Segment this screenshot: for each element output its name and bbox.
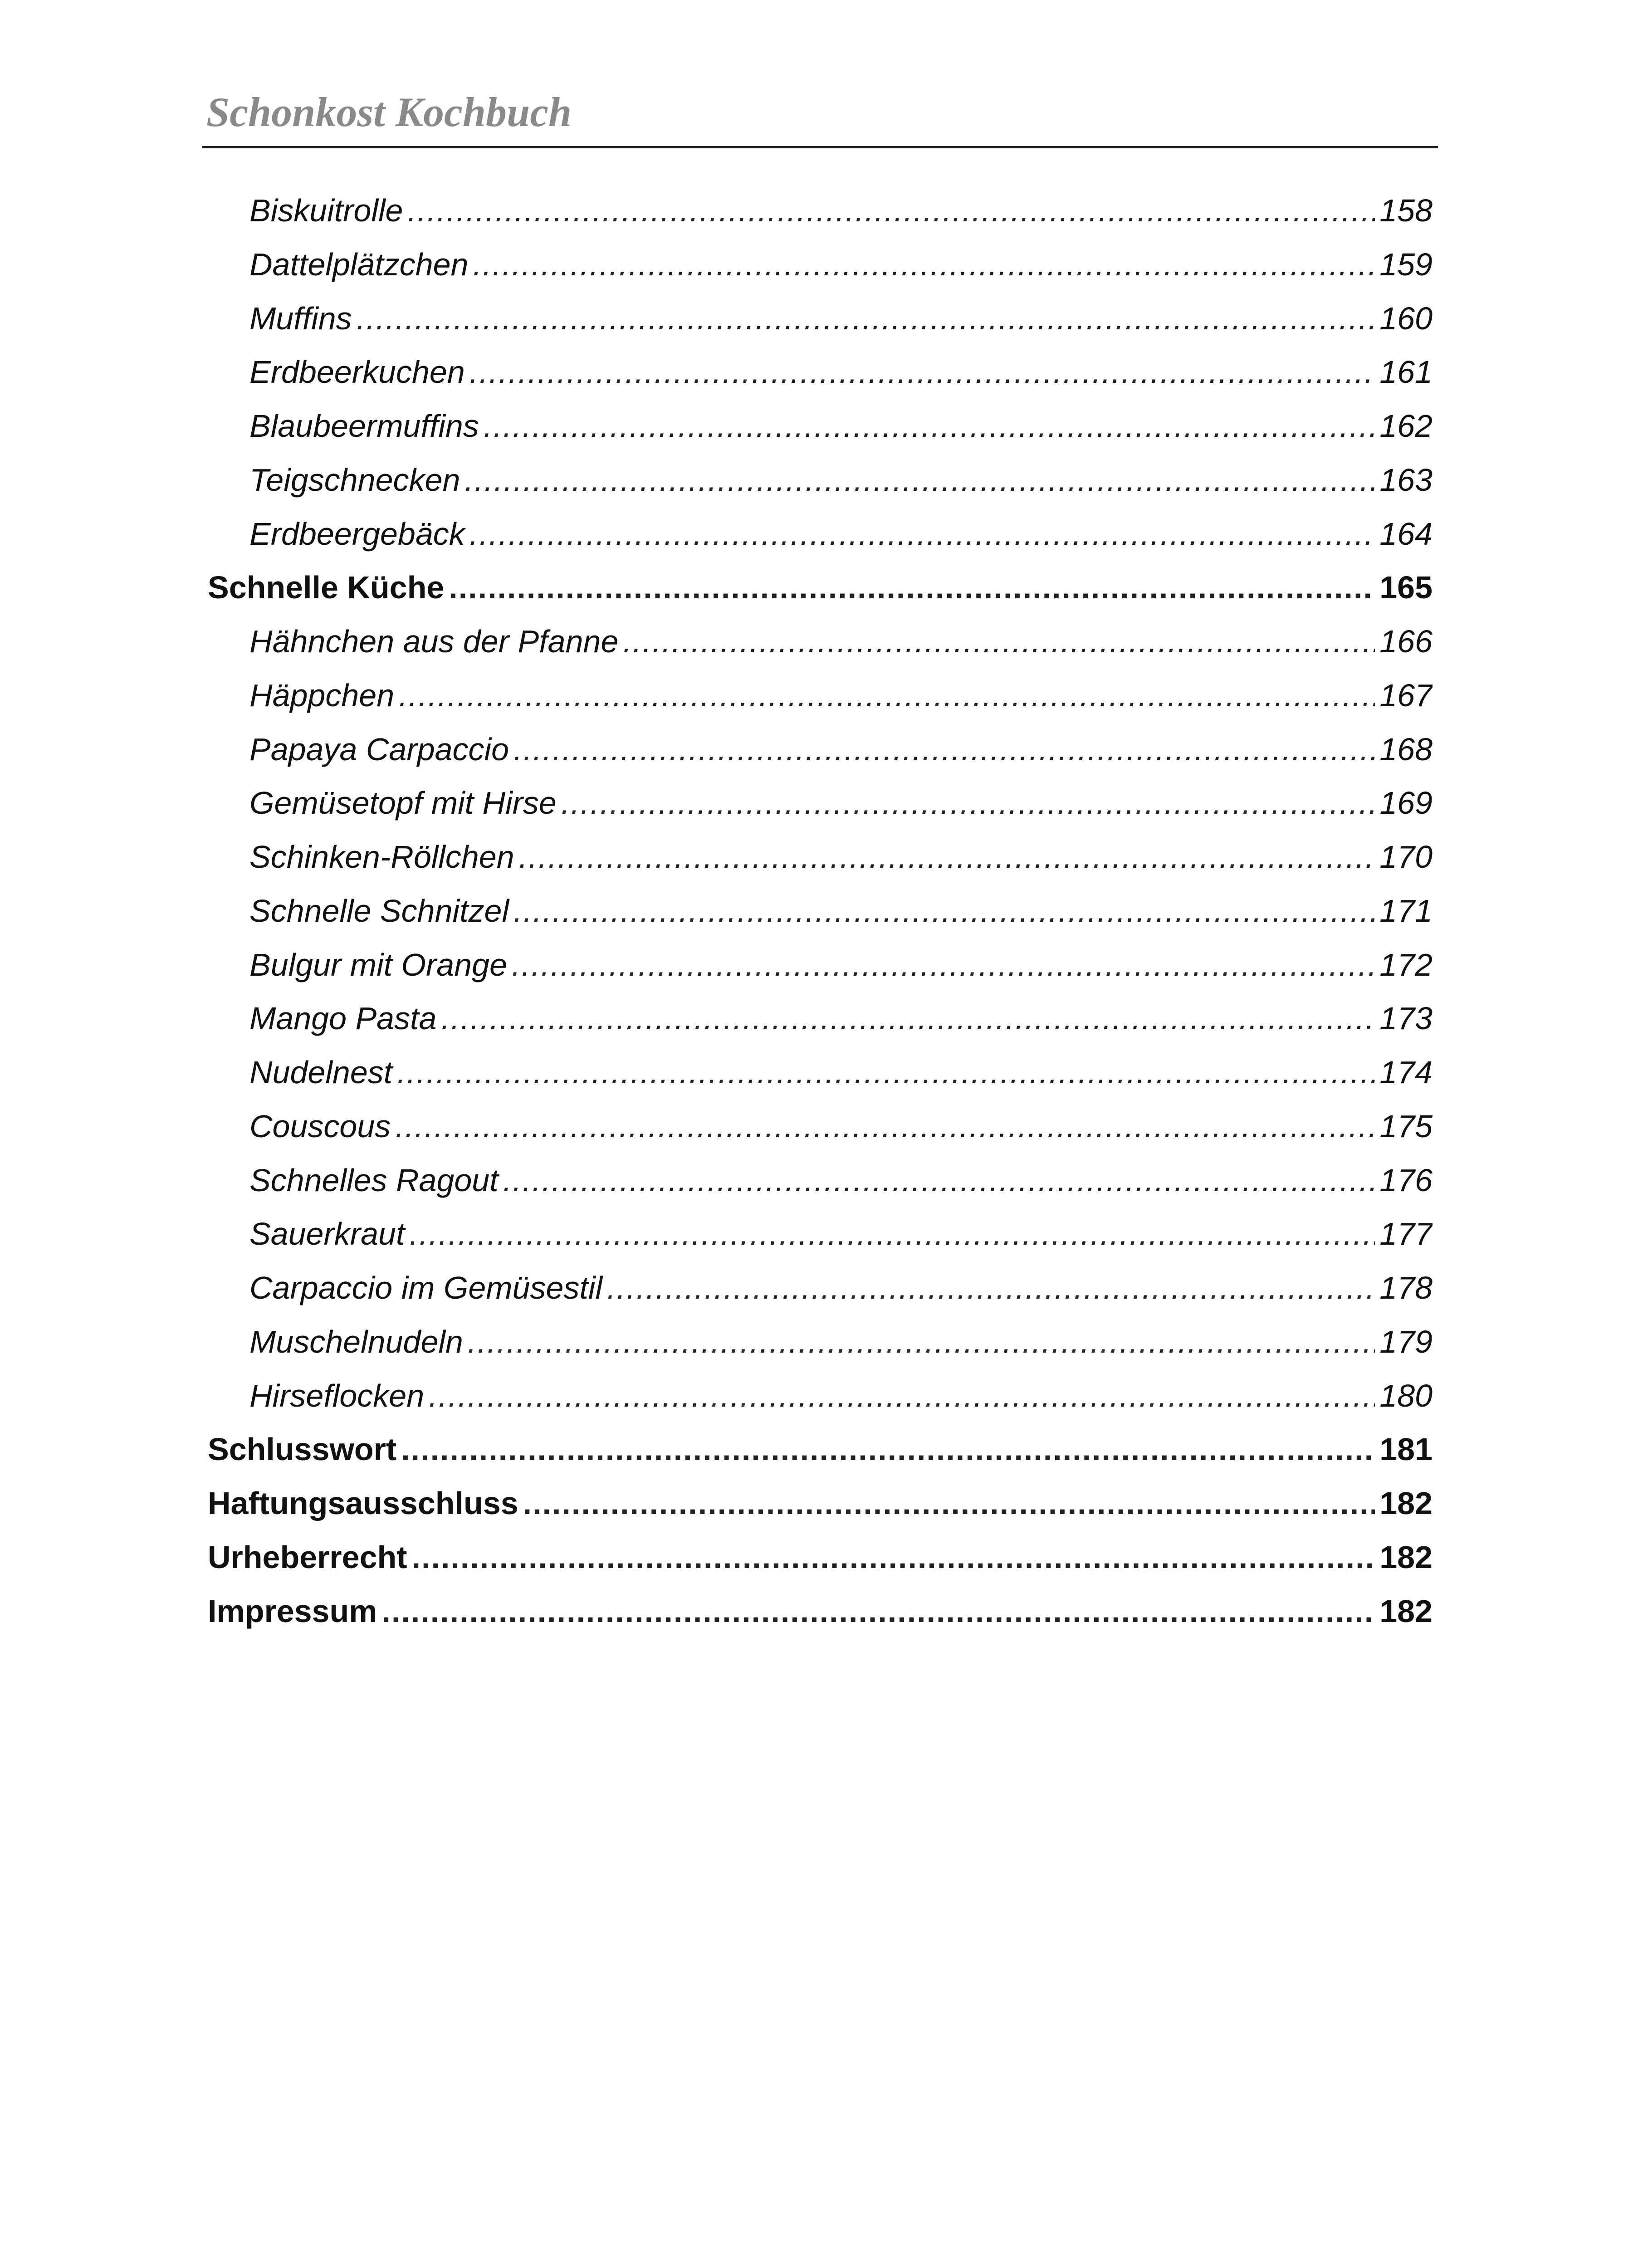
toc-dot-leader — [512, 938, 1375, 992]
toc-entry[interactable] — [208, 830, 1433, 884]
toc-dot-leader — [513, 884, 1375, 938]
page-header-title: Schonkost Kochbuch — [206, 89, 572, 135]
toc-entry[interactable] — [208, 938, 1433, 992]
toc-entry-title: Couscous — [249, 1108, 391, 1144]
toc-page-number: 161 — [1379, 354, 1433, 390]
toc-dot-leader — [469, 507, 1375, 561]
toc-entry[interactable] — [208, 669, 1433, 723]
toc-page-number: 169 — [1379, 785, 1433, 821]
toc-dot-leader — [519, 830, 1375, 884]
toc-entry[interactable] — [208, 238, 1433, 292]
toc-dot-leader — [395, 1100, 1375, 1154]
toc-entry-title: Urheberrecht — [208, 1539, 407, 1575]
toc-entry-title: Schinken-Röllchen — [249, 839, 514, 875]
toc-entry[interactable] — [208, 1046, 1433, 1100]
toc-page-number: 167 — [1379, 677, 1433, 713]
toc-page-number: 173 — [1379, 1001, 1433, 1036]
toc-dot-leader — [397, 1046, 1375, 1100]
toc-entry-title: Muschelnudeln — [249, 1324, 463, 1359]
toc-entry[interactable] — [208, 399, 1433, 453]
toc-entry[interactable] — [208, 615, 1433, 669]
toc-dot-leader — [473, 238, 1375, 292]
toc-dot-leader — [409, 1207, 1375, 1261]
toc-entry-title: Bulgur mit Orange — [249, 947, 508, 982]
toc-dot-leader — [523, 1476, 1375, 1530]
toc-entry-title: Hähnchen aus der Pfanne — [249, 624, 619, 659]
toc-entry-title: Dattelplätzchen — [249, 246, 469, 282]
toc-page-number: 179 — [1379, 1324, 1433, 1359]
toc-page-number: 165 — [1379, 570, 1433, 606]
toc-entry[interactable] — [208, 1422, 1433, 1476]
toc-entry[interactable] — [208, 1261, 1433, 1315]
toc-entry-title: Schnelle Schnitzel — [249, 893, 509, 929]
toc-dot-leader — [429, 1369, 1375, 1423]
toc-page-number: 159 — [1379, 246, 1433, 282]
toc-dot-leader — [381, 1584, 1375, 1638]
toc-page-number: 174 — [1379, 1055, 1433, 1090]
toc-dot-leader — [441, 992, 1375, 1046]
toc-dot-leader — [357, 292, 1375, 346]
toc-entry[interactable] — [208, 1584, 1433, 1638]
toc-entry-title: Gemüsetopf mit Hirse — [249, 785, 557, 821]
toc-entry[interactable] — [208, 507, 1433, 561]
toc-entry-title: Häppchen — [249, 677, 395, 713]
toc-entry-title: Blaubeermuffins — [249, 408, 479, 444]
toc-dot-leader — [468, 1315, 1375, 1369]
toc-entry[interactable] — [208, 723, 1433, 777]
toc-page-number: 181 — [1379, 1432, 1433, 1467]
toc-dot-leader — [399, 669, 1375, 723]
toc-entry-title: Impressum — [208, 1593, 377, 1629]
toc-entry[interactable] — [208, 1369, 1433, 1423]
toc-entry-title: Sauerkraut — [249, 1216, 405, 1252]
toc-page-number: 163 — [1379, 462, 1433, 498]
toc-entry[interactable] — [208, 184, 1433, 238]
toc-entry[interactable] — [208, 1315, 1433, 1369]
toc-page-number: 168 — [1379, 731, 1433, 767]
toc-page-number: 158 — [1379, 193, 1433, 228]
toc-entry-title: Schlusswort — [208, 1432, 397, 1467]
toc-page-number: 178 — [1379, 1270, 1433, 1305]
toc-page-number: 175 — [1379, 1108, 1433, 1144]
toc-entry-title: Carpaccio im Gemüsestil — [249, 1270, 602, 1305]
toc-page-number: 176 — [1379, 1162, 1433, 1198]
toc-page-number: 177 — [1379, 1216, 1433, 1252]
toc-entry[interactable] — [208, 776, 1433, 830]
toc-entry[interactable] — [208, 1207, 1433, 1261]
table-of-contents — [208, 184, 1433, 1638]
toc-dot-leader — [449, 561, 1375, 615]
toc-dot-leader — [503, 1154, 1375, 1207]
toc-dot-leader — [513, 723, 1375, 777]
toc-page-number: 182 — [1379, 1486, 1433, 1521]
toc-entry-title: Schnelles Ragout — [249, 1162, 499, 1198]
toc-entry[interactable] — [208, 561, 1433, 615]
toc-entry[interactable] — [208, 453, 1433, 507]
toc-entry-title: Nudelnest — [249, 1055, 393, 1090]
toc-entry[interactable] — [208, 1154, 1433, 1207]
toc-page-number: 160 — [1379, 300, 1433, 336]
toc-dot-leader — [623, 615, 1375, 669]
toc-dot-leader — [607, 1261, 1375, 1315]
toc-entry-title: Papaya Carpaccio — [249, 731, 509, 767]
header-rule — [202, 146, 1438, 148]
toc-page-number: 164 — [1379, 516, 1433, 552]
toc-entry[interactable] — [208, 292, 1433, 346]
toc-entry[interactable] — [208, 1100, 1433, 1154]
toc-page-number: 162 — [1379, 408, 1433, 444]
toc-entry[interactable] — [208, 1530, 1433, 1584]
toc-entry-title: Teigschnecken — [249, 462, 460, 498]
toc-entry-title: Erdbeerkuchen — [249, 354, 465, 390]
toc-dot-leader — [407, 184, 1375, 238]
toc-entry-title: Biskuitrolle — [249, 193, 403, 228]
toc-entry-title: Schnelle Küche — [208, 570, 445, 606]
toc-page-number: 180 — [1379, 1378, 1433, 1413]
toc-dot-leader — [469, 345, 1375, 399]
toc-page-number: 171 — [1379, 893, 1433, 929]
toc-entry[interactable] — [208, 345, 1433, 399]
toc-entry-title: Mango Pasta — [249, 1001, 437, 1036]
toc-entry-title: Hirseflocken — [249, 1378, 425, 1413]
toc-dot-leader — [401, 1422, 1375, 1476]
toc-page-number: 182 — [1379, 1539, 1433, 1575]
toc-dot-leader — [484, 399, 1375, 453]
toc-page-number: 166 — [1379, 624, 1433, 659]
toc-dot-leader — [561, 776, 1375, 830]
toc-entry-title: Haftungsausschluss — [208, 1486, 518, 1521]
toc-entry[interactable] — [208, 884, 1433, 938]
toc-page-number: 172 — [1379, 947, 1433, 982]
toc-dot-leader — [464, 453, 1375, 507]
toc-dot-leader — [412, 1530, 1375, 1584]
toc-page-number: 182 — [1379, 1593, 1433, 1629]
toc-entry-title: Erdbeergebäck — [249, 516, 465, 552]
toc-page-number: 170 — [1379, 839, 1433, 875]
toc-entry[interactable] — [208, 1476, 1433, 1530]
toc-entry-title: Muffins — [249, 300, 352, 336]
toc-entry[interactable] — [208, 992, 1433, 1046]
